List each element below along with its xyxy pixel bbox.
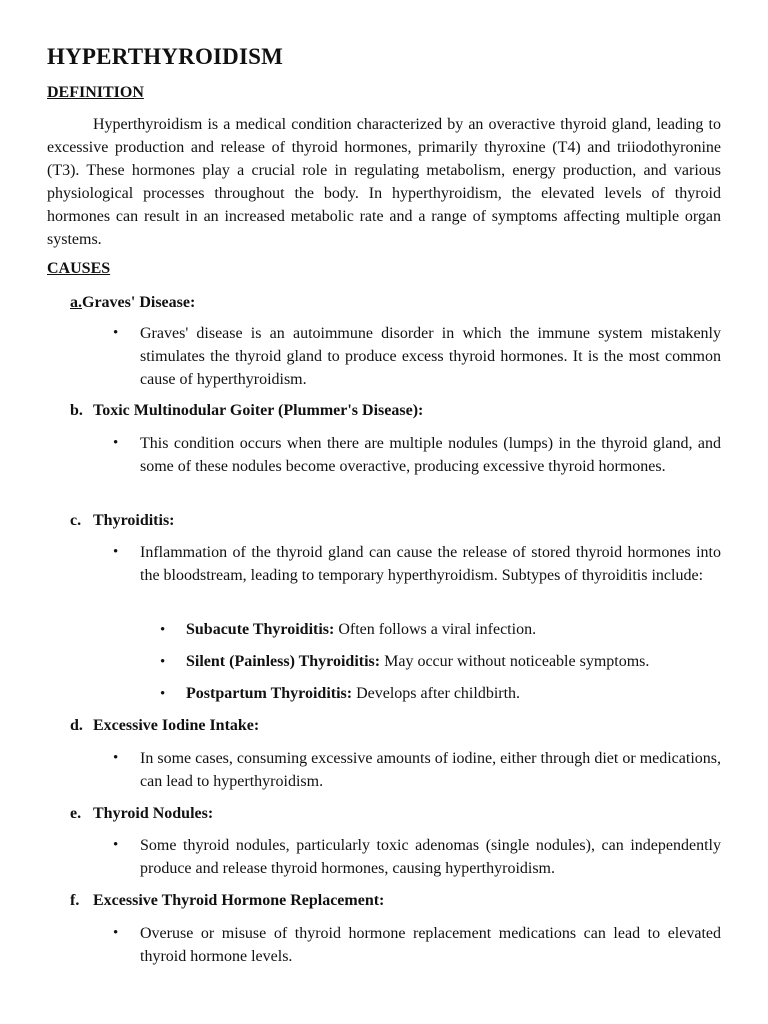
subtype-name: Silent (Painless) Thyroiditis: [186, 653, 381, 670]
cause-label-thyroid-nodules [70, 803, 213, 825]
cause-bullet-multinodular-goiter [113, 432, 721, 478]
bullet-icon: • [113, 750, 119, 766]
definition-heading: DEFINITION [47, 84, 144, 101]
cause-title: Graves' Disease: [82, 294, 196, 311]
cause-letter: f. [70, 892, 80, 909]
cause-title: Excessive Iodine Intake: [93, 717, 260, 734]
subtype-description: Often follows a viral infection. [338, 621, 537, 638]
cause-letter: d. [70, 717, 83, 734]
bullet-icon: • [113, 837, 119, 853]
subtype-name: Postpartum Thyroiditis: [186, 685, 353, 702]
bullet-icon: • [160, 622, 166, 638]
cause-bullet-graves [113, 322, 721, 391]
cause-letter: e. [70, 805, 82, 822]
bullet-icon: • [113, 325, 119, 341]
cause-bullet-thyroid-nodules [113, 834, 721, 880]
cause-description: This condition occurs when there are multiple nodules (lumps) in the thyroid gland, and some of these nodules become overactive, producing excessive thyroid hormones. [140, 435, 721, 475]
bullet-icon: • [113, 925, 119, 941]
cause-label-multinodular-goiter [70, 400, 423, 422]
cause-letter: c. [70, 512, 82, 529]
page-title: HYPERTHYROIDISM [47, 44, 284, 69]
causes-heading: CAUSES [47, 260, 111, 277]
cause-title: Excessive Thyroid Hormone Replacement: [93, 892, 385, 909]
cause-letter: a. [70, 294, 82, 311]
subtype-silent [160, 651, 720, 673]
cause-title: Thyroiditis: [93, 512, 175, 529]
cause-bullet-hormone-replacement [113, 922, 721, 968]
subtype-description: May occur without noticeable symptoms. [384, 653, 650, 670]
cause-label-hormone-replacement [70, 890, 384, 912]
bullet-icon: • [113, 435, 119, 451]
subtype-postpartum [160, 683, 720, 705]
subtype-subacute [160, 619, 720, 641]
cause-description: Graves' disease is an autoimmune disorder in which the immune system mistakenly stimulates the thyroid gland to produce excess thyroid hormones. It is the most common cause of hyperthyroidism. [140, 325, 721, 388]
cause-label-thyroiditis [70, 510, 175, 532]
cause-description: Overuse or misuse of thyroid hormone replacement medications can lead to elevated thyroid hormone levels. [140, 925, 721, 965]
cause-description: In some cases, consuming excessive amounts of iodine, either through diet or medications, can lead to hyperthyroidism. [140, 750, 721, 790]
cause-title: Toxic Multinodular Goiter (Plummer's Disease): [93, 402, 424, 419]
cause-description: Some thyroid nodules, particularly toxic adenomas (single nodules), can independently produce and release thyroid hormones, causing hyperthyroidism. [140, 837, 721, 877]
bullet-icon: • [160, 654, 166, 670]
cause-bullet-iodine-intake [113, 747, 721, 793]
bullet-icon: • [113, 544, 119, 560]
cause-label-graves [70, 292, 195, 314]
cause-label-iodine-intake [70, 715, 259, 737]
cause-description: Inflammation of the thyroid gland can cause the release of stored thyroid hormones into the bloodstream, leading to temporary hyperthyroidism. Subtypes of thyroiditis include: [140, 544, 721, 584]
cause-letter: b. [70, 402, 83, 419]
cause-title: Thyroid Nodules: [93, 805, 214, 822]
definition-paragraph: Hyperthyroidism is a medical condition characterized by an overactive thyroid gland, leading to excessive production and release of thyroid hormones, primarily thyroxine (T4) and triiodothyronine (T3). These hormones play a crucial role in regulating metabolism, energy production, and various physiological processes throughout the body. In hyperthyroidism, the elevated levels of thyroid hormones can result in an increased metabolic rate and a range of symptoms affecting multiple organ systems. [47, 116, 721, 248]
bullet-icon: • [160, 686, 166, 702]
subtype-description: Develops after childbirth. [356, 685, 521, 702]
cause-bullet-thyroiditis [113, 541, 721, 587]
subtype-name: Subacute Thyroiditis: [186, 621, 335, 638]
